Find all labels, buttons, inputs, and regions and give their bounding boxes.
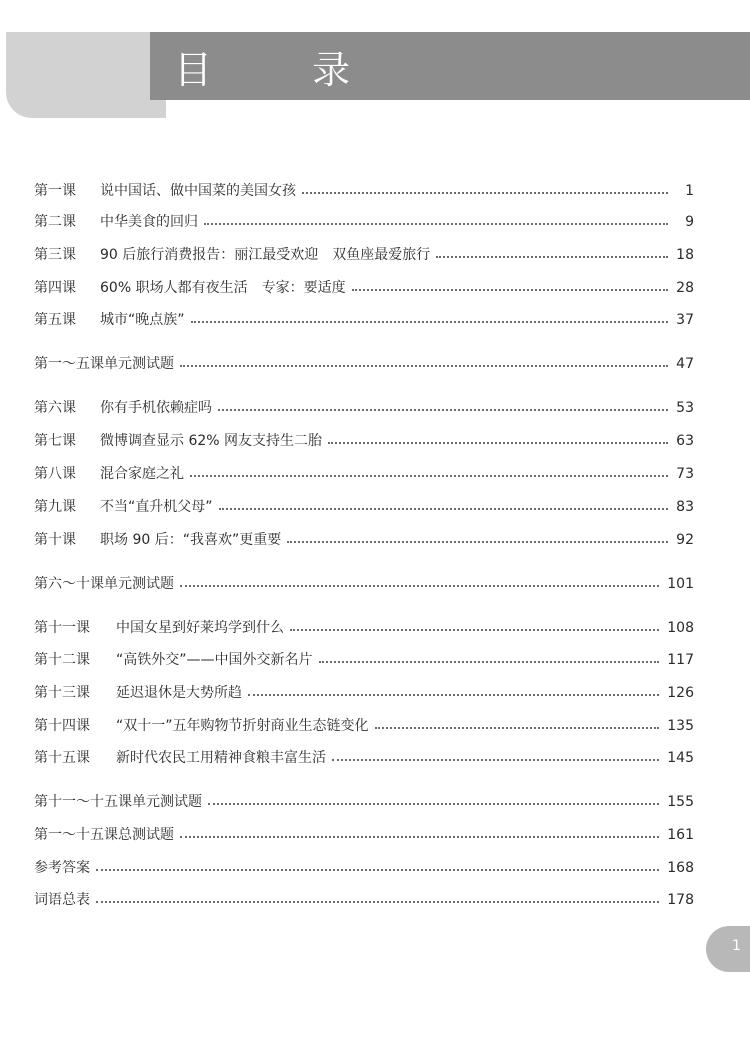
dot-leader (180, 365, 668, 367)
toc-entry[interactable] (34, 648, 694, 672)
toc-page: 18 (676, 247, 694, 263)
toc-title: 延迟退休是大势所趋 (116, 685, 242, 701)
toc-entry[interactable] (34, 714, 694, 738)
dot-leader (180, 836, 659, 838)
dot-leader (328, 442, 668, 444)
toc-page: 108 (667, 620, 694, 636)
toc-page: 37 (676, 312, 694, 328)
dot-leader (287, 541, 668, 543)
toc-title: 第六～十课单元测试题 (34, 576, 174, 592)
toc-lesson-number: 第十四课 (34, 718, 90, 734)
dot-leader (96, 901, 659, 903)
dot-leader (302, 192, 668, 194)
dot-leader (218, 409, 668, 411)
toc-title: “高铁外交”——中国外交新名片 (116, 652, 313, 668)
toc-title: 第十一～十五课单元测试题 (34, 794, 202, 810)
toc-entry[interactable] (34, 396, 694, 420)
toc-lesson-number: 第十课 (34, 532, 76, 548)
toc-page: 63 (676, 433, 694, 449)
toc-page: 126 (667, 685, 694, 701)
toc-page: 155 (667, 794, 694, 810)
toc-page: 145 (667, 750, 694, 766)
toc-title: 词语总表 (34, 892, 90, 908)
dot-leader (352, 289, 668, 291)
toc-title: 90 后旅行消费报告：丽江最受欢迎 双鱼座最爱旅行 (100, 247, 431, 263)
toc-lesson-number: 第一课 (34, 183, 76, 199)
toc-title: 中华美食的回归 (100, 214, 198, 230)
toc-entry[interactable] (34, 616, 694, 640)
toc-page: 135 (667, 718, 694, 734)
dot-leader (191, 321, 668, 323)
toc-page: 117 (667, 652, 694, 668)
dot-leader (248, 694, 659, 696)
toc-entry[interactable] (34, 308, 694, 332)
toc-page: 73 (676, 466, 694, 482)
toc-title: 你有手机依赖症吗 (100, 400, 212, 416)
toc-page: 92 (676, 532, 694, 548)
toc-entry[interactable] (34, 681, 694, 705)
toc-page: 9 (685, 214, 694, 230)
dot-leader (96, 869, 659, 871)
page-number: 1 (732, 938, 741, 954)
toc-lesson-number: 第八课 (34, 466, 76, 482)
toc-entry-answers[interactable] (34, 856, 694, 880)
toc-entry-unit-test[interactable] (34, 352, 694, 376)
toc-lesson-number: 第十一课 (34, 620, 90, 636)
dot-leader (190, 475, 668, 477)
toc-page: 1 (685, 183, 694, 199)
toc-page: 28 (676, 280, 694, 296)
toc-entry[interactable] (34, 495, 694, 519)
toc-title: 说中国话、做中国菜的美国女孩 (100, 183, 296, 199)
toc-lesson-number: 第三课 (34, 247, 76, 263)
toc-title: 中国女星到好莱坞学到什么 (116, 620, 284, 636)
toc-entry-glossary[interactable] (34, 888, 694, 912)
toc-entry-final-test[interactable] (34, 823, 694, 847)
toc-lesson-number: 第二课 (34, 214, 76, 230)
toc-page: 47 (676, 356, 694, 372)
dot-leader (319, 661, 660, 663)
toc-page: 101 (667, 576, 694, 592)
toc-page: 168 (667, 860, 694, 876)
toc-lesson-number: 第四课 (34, 280, 76, 296)
dot-leader (332, 759, 659, 761)
toc-lesson-number: 第十二课 (34, 652, 90, 668)
toc-entry[interactable] (34, 746, 694, 770)
toc-title: 参考答案 (34, 860, 90, 876)
toc-lesson-number: 第六课 (34, 400, 76, 416)
dot-leader (204, 223, 668, 225)
toc-title: 第一～十五课总测试题 (34, 827, 174, 843)
toc-lesson-number: 第五课 (34, 312, 76, 328)
toc-lesson-number: 第十五课 (34, 750, 90, 766)
toc-lesson-number: 第十三课 (34, 685, 90, 701)
toc-title: 职场 90 后：“我喜欢”更重要 (100, 532, 282, 548)
toc-title: 混合家庭之礼 (100, 466, 184, 482)
toc-entry[interactable] (34, 462, 694, 486)
dot-leader (180, 585, 659, 587)
toc-title: 不当“直升机父母” (100, 499, 213, 515)
toc-title: 第一～五课单元测试题 (34, 356, 174, 372)
toc-entry-unit-test[interactable] (34, 790, 694, 814)
toc-entry[interactable] (34, 243, 694, 267)
toc-lesson-number: 第七课 (34, 433, 76, 449)
page-title: 目 录 (174, 48, 395, 92)
toc-title: 新时代农民工用精神食粮丰富生活 (116, 750, 326, 766)
toc-entry[interactable] (34, 528, 694, 552)
toc-entry-unit-test[interactable] (34, 572, 694, 596)
toc-page: 178 (667, 892, 694, 908)
toc-entry[interactable] (34, 210, 694, 234)
page-number-badge (706, 926, 750, 972)
toc-page: 83 (676, 499, 694, 515)
toc-title: 60% 职场人都有夜生活 专家：要适度 (100, 280, 346, 296)
toc-title: 微博调查显示 62% 网友支持生二胎 (100, 433, 323, 449)
toc-page: 161 (667, 827, 694, 843)
toc-entry[interactable] (34, 179, 694, 203)
dot-leader (436, 256, 668, 258)
toc-title: 城市“晚点族” (100, 312, 185, 328)
dot-leader (375, 727, 660, 729)
dot-leader (208, 803, 659, 805)
toc-entry[interactable] (34, 276, 694, 300)
toc-page: 53 (676, 400, 694, 416)
toc-lesson-number: 第九课 (34, 499, 76, 515)
toc-entry[interactable] (34, 429, 694, 453)
toc-title: “双十一”五年购物节折射商业生态链变化 (116, 718, 369, 734)
dot-leader (219, 508, 668, 510)
dot-leader (290, 629, 659, 631)
